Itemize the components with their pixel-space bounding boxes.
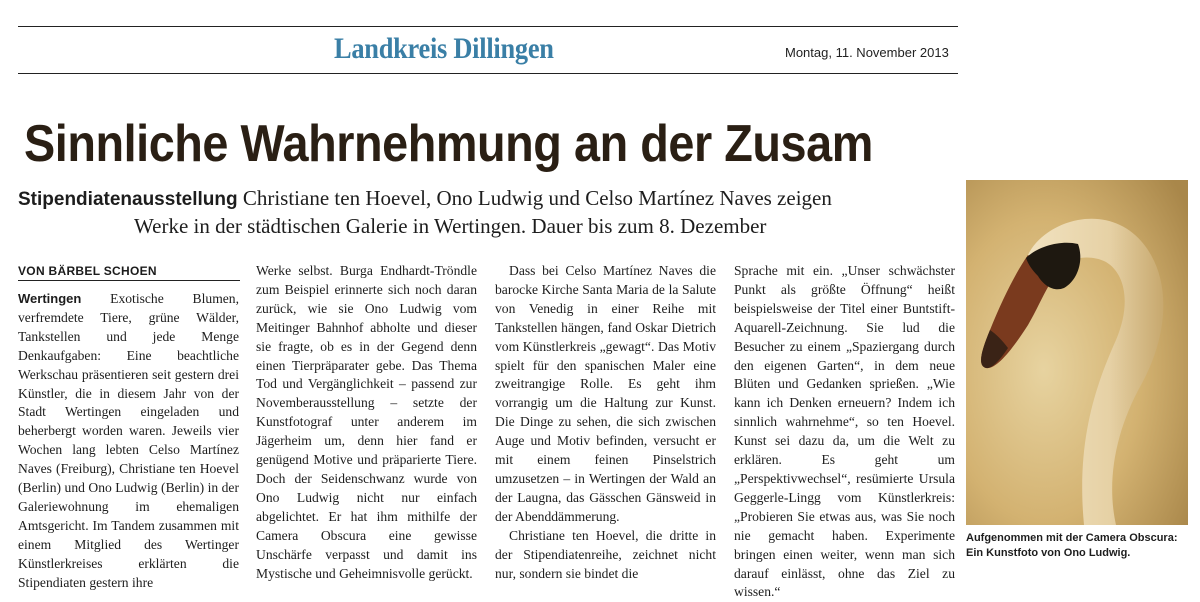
subheadline bbox=[18, 185, 918, 240]
headline: Sinnliche Wahrnehmung an der Zusam bbox=[24, 115, 873, 173]
column-4-text: Sprache mit ein. „Unser schwächster Punkt als größte Öffnung“ heißt beispielsweise der Titel einer Buntstift-Aquarell-Zeichnung. Sie lud die Besucher zu einem „Spaziergang durch den eigenen Garten“, in dem neue Blüten und Gedanken sprießen. „Wie kann ich Denken erneuern? Indem ich sinnlich wahrnehme“, so ten Hoevel. Kunst sei dazu da, um die Welt zu erklären. Es geht um „Perspektivwechsel“, resümierte Ursula Geggerle-Lingg vom Künstlerkreis: „Probieren Sie etwas aus, was Sie noch nie gemacht haben. Experimente bringen einen weiter, wenn man sich darauf einlässt, ohne das Ziel zu wissen.“ bbox=[734, 263, 955, 600]
column-3-paragraph-2: Christiane ten Hoevel, die dritte in der Stipendiatenreihe, zeichnet nicht nur, sondern sie bindet die bbox=[495, 527, 716, 581]
kicker: Stipendiatenausstellung bbox=[18, 189, 238, 210]
dateline-place: Wertingen bbox=[18, 291, 82, 306]
article-column-1 bbox=[18, 290, 239, 593]
swan-illustration bbox=[966, 180, 1188, 525]
caption-line-1: Aufgenommen mit der Camera Obscura: bbox=[966, 532, 1178, 544]
column-3-paragraph-1: Dass bei Celso Martínez Naves die barocke Kirche Santa Maria de la Salute von Venedig in einer Reihe mit Tankstellen hängen, fand Oskar Dietrich vom Künstlerkreis „gewagt“. Das Motiv spielt für den spanischen Maler eine zweitrangige Rolle. Es geht ihm vorrangig um die Haltung zur Kunst. Die Dinge zu sehen, die sich zwischen Auge und Motiv befinden, versucht er mit einem feinen Pinselstrich umzusetzen – in Wertingen der Wald an der Laugna, das Gässchen Gänsweid in der Abenddämmerung. bbox=[495, 263, 716, 524]
deck-line-2: Werke in der städtischen Galerie in Wertingen. Dauer bis zum 8. Dezember bbox=[134, 214, 767, 238]
issue-date: Montag, 11. November 2013 bbox=[785, 45, 949, 60]
byline: VON BÄRBEL SCHOEN bbox=[18, 264, 157, 278]
swan-photo bbox=[966, 180, 1188, 525]
article-column-3 bbox=[495, 262, 716, 583]
section-title: Landkreis Dillingen bbox=[334, 32, 554, 65]
photo-caption bbox=[966, 531, 1196, 561]
byline-rule bbox=[18, 280, 240, 281]
deck-line-1: Christiane ten Hoevel, Ono Ludwig und Celso Martínez Naves zeigen bbox=[242, 186, 832, 210]
column-1-text: Exotische Blumen, verfremdete Tiere, grüne Wälder, Tankstellen und jede Menge Denkaufgaben: Eine beachtliche Werkschau präsentieren seit gestern drei Künstler, die in diesem Jahr von der Stadt Wertingen eingeladen und beherbergt worden waren. Jeweils vier Wochen lang lebten Celso Martínez Naves (Freiburg), Christiane ten Hoevel (Berlin) und Ono Ludwig (Berlin) in der Galeriewohnung im ehemaligen Amtsgericht. Im Tandem zusammen mit einem Mitglied des Wertinger Künstlerkreises erklärten die Stipendiaten gestern ihre bbox=[18, 291, 239, 590]
masthead-rule bbox=[18, 73, 958, 74]
column-2-text: Werke selbst. Burga Endhardt-Tröndle zum Beispiel erinnerte sich noch daran zurück, wie sie Ono Ludwig vom Meitinger Bahnhof abholte und dieser sie fragte, ob es in der Gegend denn einen Tierpräparater gebe. Das Thema Tod und Vergänglichkeit – passend zur Novemberausstellung – setzte der Kunstfotograf unter anderem im Jägerheim um, denn hier fand er genügend Motive und präparierte Tiere. Doch der Seidenschwanz wurde von Ono Ludwig nicht nur einfach abgelichtet. Er hat ihm mithilfe der Camera Obscura eine gewisse Unschärfe verpasst und damit ins Mystische und Geheimnisvolle gerückt. bbox=[256, 263, 477, 581]
article-column-2 bbox=[256, 262, 477, 583]
caption-line-2: Ein Kunstfoto von Ono Ludwig. bbox=[966, 547, 1131, 559]
article-column-4 bbox=[734, 262, 955, 602]
top-rule bbox=[18, 26, 958, 27]
